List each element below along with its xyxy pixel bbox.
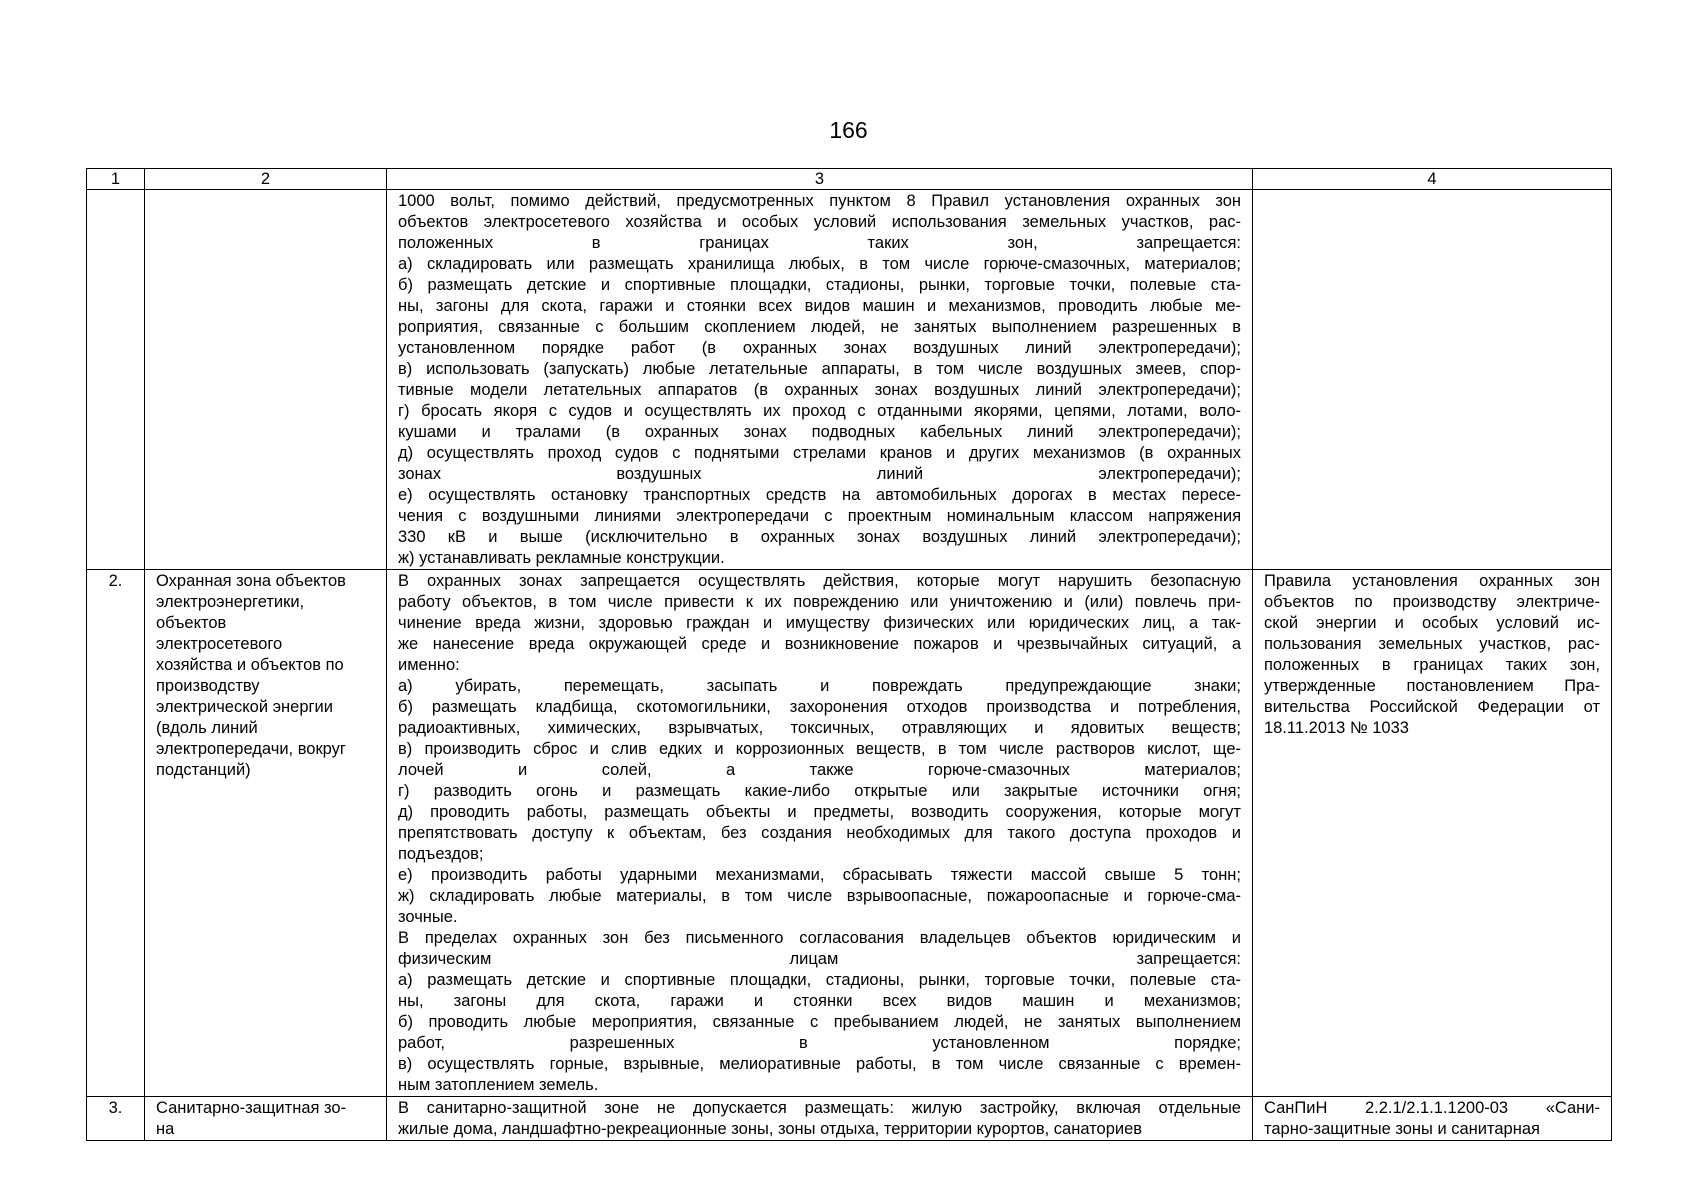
zone-name-cell	[145, 190, 387, 570]
restriction-text-line: ны, загоны для скота, гаражи и стоянки всех видов машин и механизмов, проводить любые ме-	[398, 297, 1241, 315]
table-header-row	[87, 169, 1612, 190]
restrictions-cell	[387, 1097, 1253, 1141]
zone-name-line: на	[156, 1120, 175, 1138]
legal-basis-line: объектов по производству электриче-	[1264, 593, 1600, 611]
zone-name-line: электропередачи, вокруг	[156, 740, 346, 758]
restriction-text-line: б) размещать кладбища, скотомогильники, захоронения отходов производства и потребления,	[398, 698, 1241, 716]
restriction-text-line: ж) устанавливать рекламные конструкции.	[398, 549, 725, 567]
restriction-text-line: в) производить сброс и слив едких и коррозионных веществ, в том числе растворов кислот, ще-	[398, 740, 1241, 758]
row-number-cell: 2.	[87, 570, 145, 1097]
restrictions-table	[86, 168, 1612, 1141]
restriction-text-line: а) размещать детские и спортивные площадки, стадионы, рынки, торговые точки, полевые ста-	[398, 971, 1241, 989]
zone-name-line: объектов	[156, 614, 227, 632]
table-row	[87, 570, 1612, 1097]
zone-name-line: электросетевого	[156, 635, 283, 653]
legal-basis-line: тарно-защитные зоны и санитарная	[1264, 1120, 1540, 1138]
page-number: 166	[829, 117, 868, 143]
legal-basis-line: положенных в границах таких зон,	[1264, 656, 1600, 674]
restriction-text-line: лочей и солей, а также горюче-смазочных материалов;	[398, 761, 1241, 779]
zone-name-line: Санитарно-защитная зо-	[156, 1099, 347, 1117]
zone-name-line: хозяйства и объектов по	[156, 656, 344, 674]
row-number-cell: 3.	[87, 1097, 145, 1141]
zone-name-line: электрической энергии	[156, 698, 333, 716]
restriction-text-line: положенных в границах таких зон, запрещается:	[398, 234, 1241, 252]
column-header-1: 1	[87, 169, 145, 190]
restriction-text-line: жилые дома, ландшафтно-рекреационные зоны, зоны отдыха, территории курортов, санаториев	[398, 1120, 1143, 1138]
restriction-text-line: ж) складировать любые материалы, в том числе взрывоопасные, пожароопасные и горюче-сма-	[398, 887, 1241, 905]
restriction-text-line: работ, разрешенных в установленном порядке;	[398, 1034, 1241, 1052]
table-row	[87, 190, 1612, 570]
restriction-text-line: объектов электросетевого хозяйства и особых условий использования земельных участков, рас-	[398, 213, 1241, 231]
restriction-text-line: В охранных зонах запрещается осуществлять действия, которые могут нарушить безопасную	[398, 572, 1241, 590]
legal-basis-cell	[1253, 570, 1612, 1097]
row-number-cell	[87, 190, 145, 570]
restriction-text-line: ны, загоны для скота, гаражи и стоянки всех видов машин и механизмов;	[398, 992, 1241, 1010]
zone-name-cell	[145, 570, 387, 1097]
zone-name-line: подстанций)	[156, 761, 251, 779]
restriction-text-line: именно:	[398, 656, 460, 674]
restriction-text-line: д) проводить работы, размещать объекты и предметы, возводить сооружения, которые могут	[398, 803, 1241, 821]
legal-basis-line: 18.11.2013 № 1033	[1264, 719, 1409, 737]
restriction-text-line: а) складировать или размещать хранилища любых, в том числе горюче-смазочных, материалов;	[398, 255, 1241, 273]
restriction-text-line: 330 кВ и выше (исключительно в охранных зонах воздушных линий электропередачи);	[398, 528, 1241, 546]
zone-name-line: электроэнергетики,	[156, 593, 305, 611]
restriction-text-line: роприятия, связанные с большим скоплением людей, не занятых выполнением разрешенных в	[398, 318, 1241, 336]
restriction-text-line: тивные модели летательных аппаратов (в охранных зонах воздушных линий электропередачи);	[398, 381, 1241, 399]
zone-name-cell	[145, 1097, 387, 1141]
restrictions-cell	[387, 570, 1253, 1097]
restriction-text-line: зочные.	[398, 908, 458, 926]
restriction-text-line: установленном порядке работ (в охранных зонах воздушных линий электропередачи);	[398, 339, 1241, 357]
restriction-text-line: В санитарно-защитной зоне не допускается размещать: жилую застройку, включая отдельные	[398, 1099, 1241, 1117]
restriction-text-line: чения с воздушными линиями электропередачи с проектным номинальным классом напряжения	[398, 507, 1241, 525]
column-header-4: 4	[1253, 169, 1612, 190]
restriction-text-line: г) разводить огонь и размещать какие-либо открытые или закрытые источники огня;	[398, 782, 1241, 800]
restriction-text-line: ным затоплением земель.	[398, 1076, 599, 1094]
restriction-text-line: в) осуществлять горные, взрывные, мелиоративные работы, в том числе связанные с времен-	[398, 1055, 1241, 1073]
table-row	[87, 1097, 1612, 1141]
column-header-2: 2	[145, 169, 387, 190]
restriction-text-line: подъездов;	[398, 845, 484, 863]
legal-basis-line: СанПиН 2.2.1/2.1.1.1200-03 «Сани-	[1264, 1099, 1600, 1117]
restriction-text-line: г) бросать якоря с судов и осуществлять их проход с отданными якорями, цепями, лотами, воло-	[398, 402, 1241, 420]
legal-basis-cell	[1253, 190, 1612, 570]
restriction-text-line: чинение вреда жизни, здоровью граждан и имуществу физических или юридических лиц, а так-	[398, 614, 1241, 632]
zone-name-line: производству	[156, 677, 260, 695]
restriction-text-line: а) убирать, перемещать, засыпать и повреждать предупреждающие знаки;	[398, 677, 1241, 695]
legal-basis-line: Правила установления охранных зон	[1264, 572, 1600, 590]
restriction-text-line: препятствовать доступу к объектам, без создания необходимых для такого доступа проходов и	[398, 824, 1241, 842]
restriction-text-line: зонах воздушных линий электропередачи);	[398, 465, 1241, 483]
legal-basis-line: утвержденные постановлением Пра-	[1264, 677, 1600, 695]
restriction-text-line: е) осуществлять остановку транспортных средств на автомобильных дорогах в местах пересе-	[398, 486, 1241, 504]
legal-basis-line: вительства Российской Федерации от	[1264, 698, 1600, 716]
restriction-text-line: б) размещать детские и спортивные площадки, стадионы, рынки, торговые точки, полевые ста-	[398, 276, 1241, 294]
restriction-text-line: в) использовать (запускать) любые летательные аппараты, в том числе воздушных змеев, спор-	[398, 360, 1241, 378]
restriction-text-line: кушами и тралами (в охранных зонах подводных кабельных линий электропередачи);	[398, 423, 1241, 441]
restriction-text-line: д) осуществлять проход судов с поднятыми стрелами кранов и других механизмов (в охранных	[398, 444, 1241, 462]
restriction-text-line: физическим лицам запрещается:	[398, 950, 1241, 968]
restriction-text-line: же нанесение вреда окружающей среде и возникновение пожаров и чрезвычайных ситуаций, а	[398, 635, 1241, 653]
legal-basis-line: ской энергии и особых условий ис-	[1264, 614, 1600, 632]
column-header-3: 3	[387, 169, 1253, 190]
zone-name-line: (вдоль линий	[156, 719, 258, 737]
restriction-text-line: е) производить работы ударными механизмами, сбрасывать тяжести массой свыше 5 тонн;	[398, 866, 1241, 884]
restriction-text-line: В пределах охранных зон без письменного согласования владельцев объектов юридическим и	[398, 929, 1241, 947]
table-body	[87, 190, 1612, 1141]
restriction-text-line: радиоактивных, химических, взрывчатых, токсичных, отравляющих и ядовитых веществ;	[398, 719, 1241, 737]
restriction-text-line: 1000 вольт, помимо действий, предусмотренных пунктом 8 Правил установления охранных зон	[398, 192, 1241, 210]
restriction-text-line: работу объектов, в том числе привести к их повреждению или уничтожению и (или) повлечь при-	[398, 593, 1241, 611]
legal-basis-cell	[1253, 1097, 1612, 1141]
legal-basis-line: пользования земельных участков, рас-	[1264, 635, 1600, 653]
zone-name-line: Охранная зона объектов	[156, 572, 346, 590]
restrictions-cell	[387, 190, 1253, 570]
restriction-text-line: б) проводить любые мероприятия, связанные с пребыванием людей, не занятых выполнением	[398, 1013, 1241, 1031]
